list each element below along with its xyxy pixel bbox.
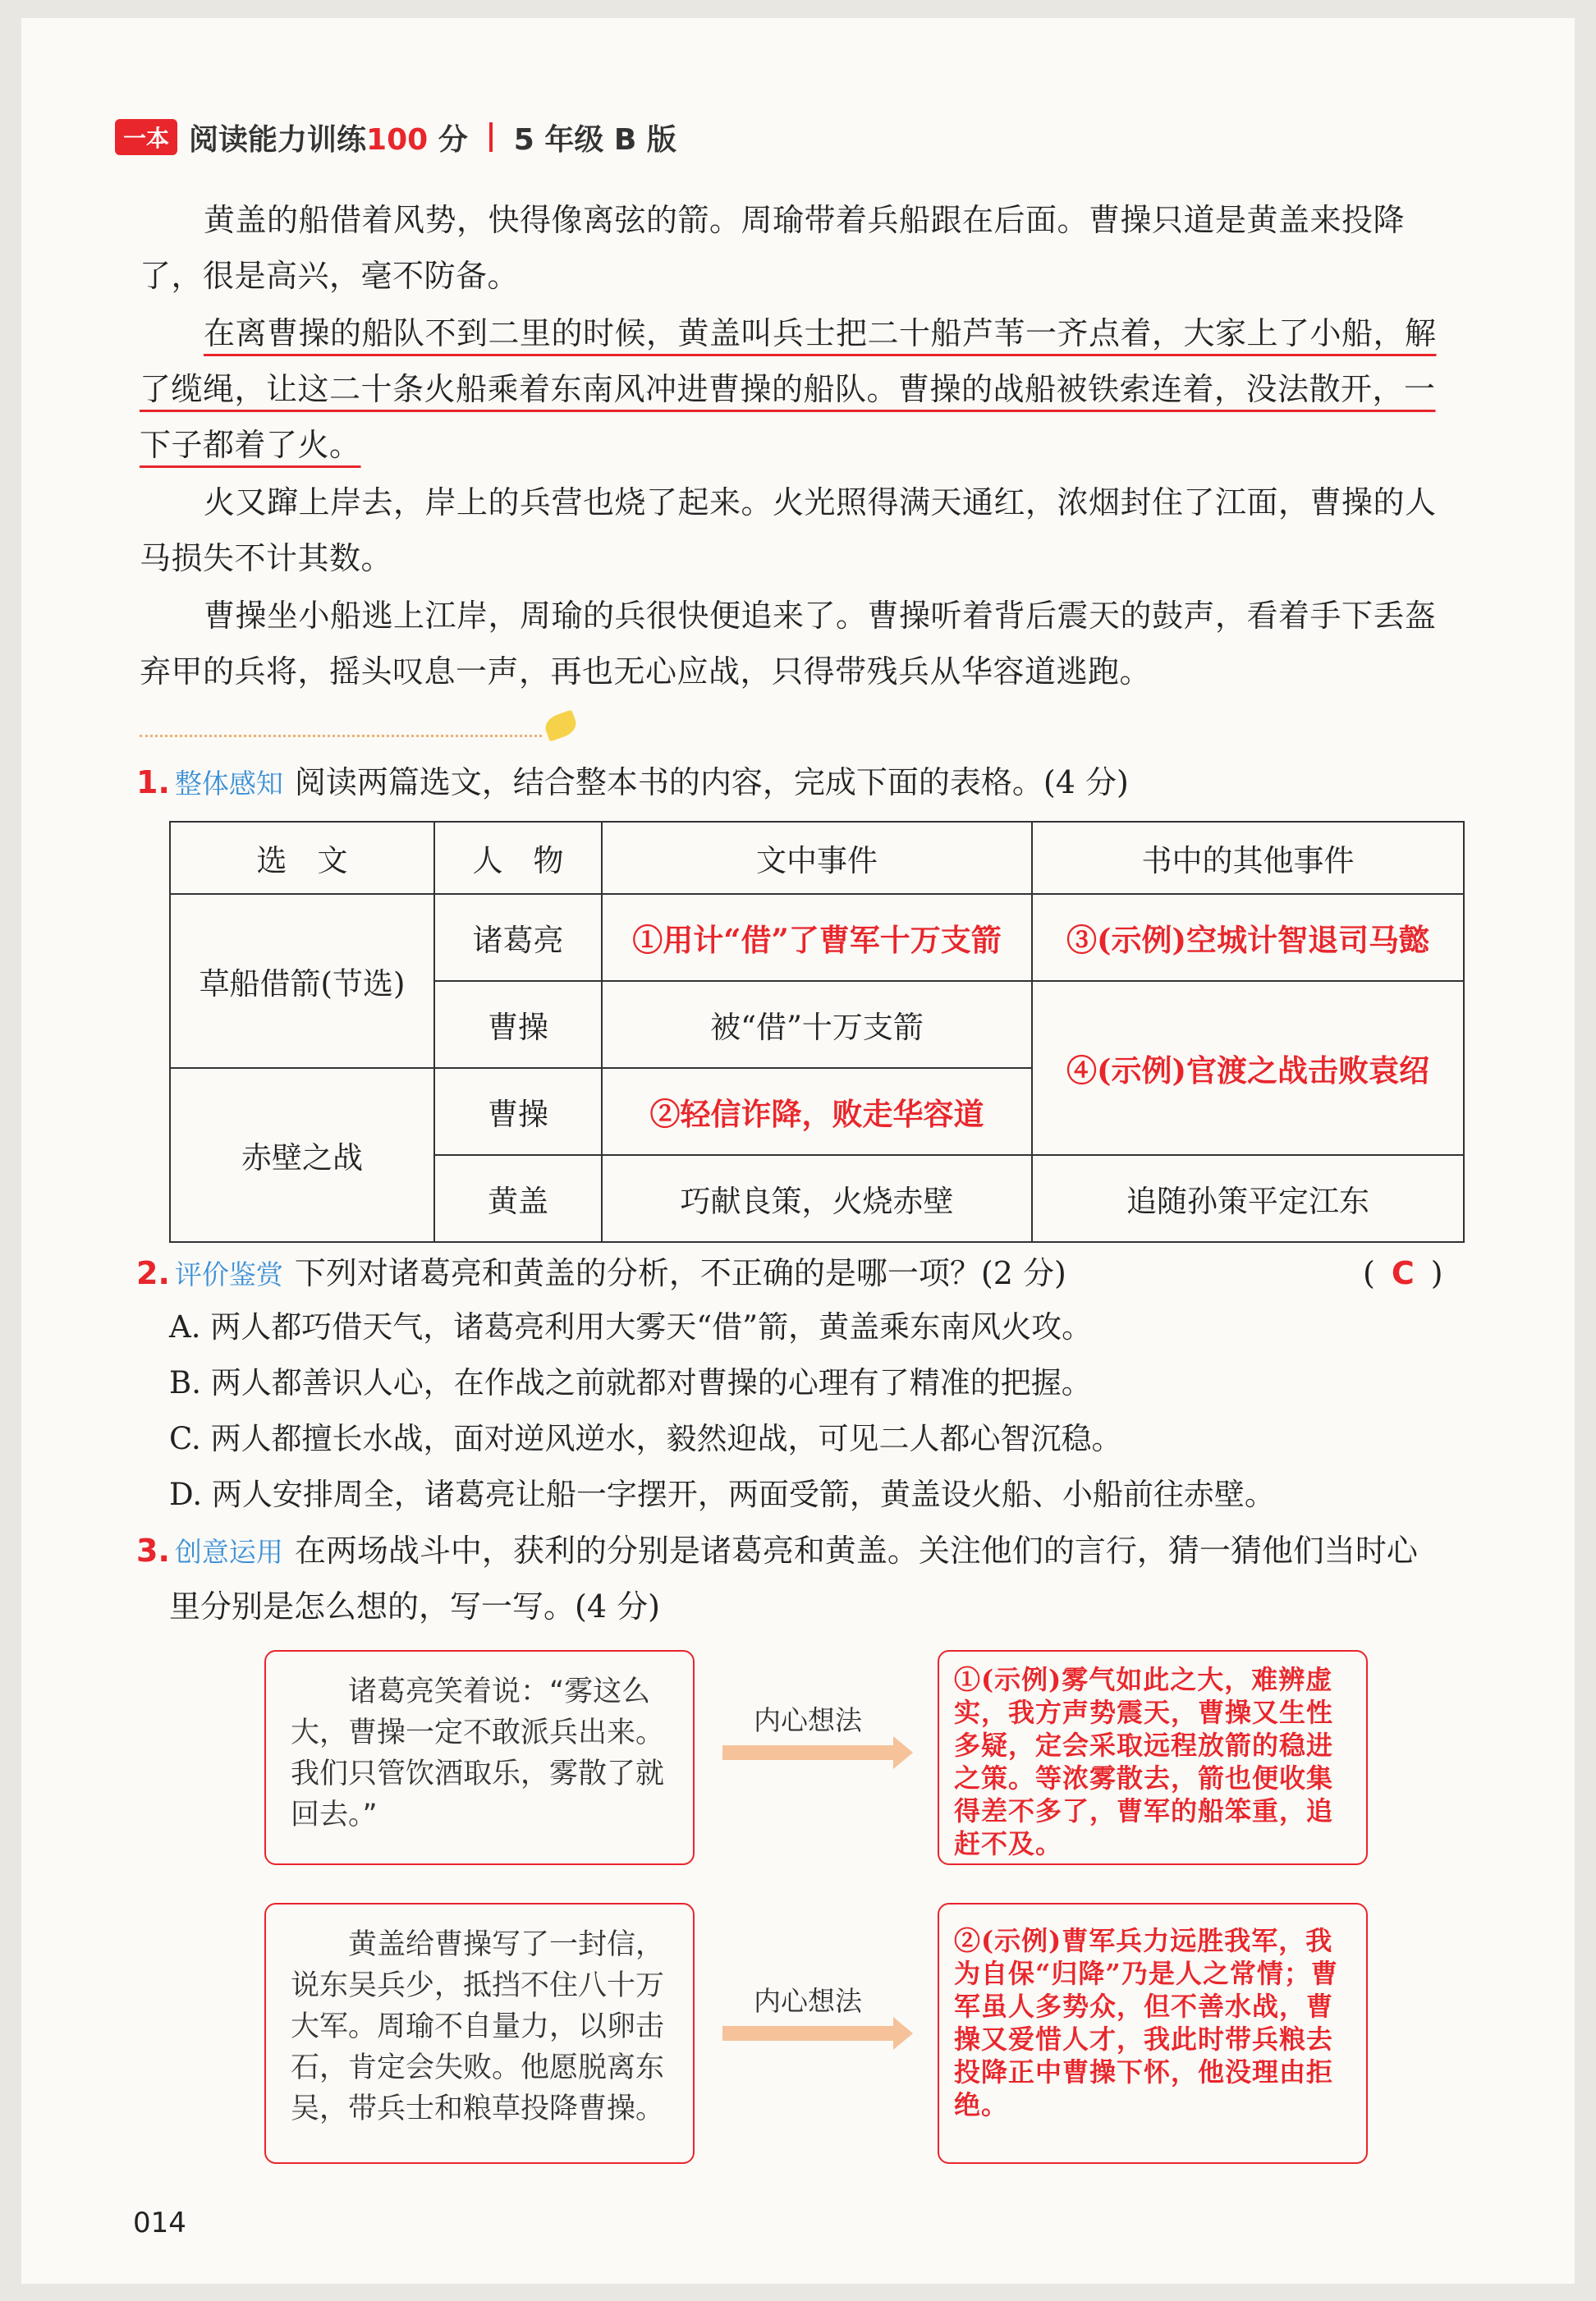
question-number: 3. <box>136 1533 170 1569</box>
events-table <box>169 821 1465 1243</box>
quote-text: 黄盖给曹操写了一封信，说东吴兵少，抵挡不住八十万大军。周瑜不自量力，以卵击石，肯定会失败。他愿脱离东吴，带兵士和粮草投降曹操。 <box>291 1928 665 2125</box>
question-tag: 创意运用 <box>174 1536 283 1568</box>
answer-cell: ④(示例)官渡之战击败袁绍 <box>1032 981 1464 1155</box>
option-a: A. 两人都巧借天气，诸葛亮利用大雾天“借”箭，黄盖乘东南风火攻。 <box>169 1309 1093 1345</box>
table-row <box>170 894 1464 981</box>
table-cell: 巧献良策，火烧赤壁 <box>602 1155 1032 1242</box>
page-header <box>115 113 676 161</box>
answer-cell: ③(示例)空城计智退司马懿 <box>1032 894 1464 981</box>
question-tag: 评价鉴赏 <box>174 1258 283 1290</box>
page-number: 014 <box>133 2207 186 2239</box>
answer-cell: ②轻信诈降，败走华容道 <box>602 1068 1032 1155</box>
table-cell: 追随孙策平定江东 <box>1032 1155 1464 1242</box>
option-b: B. 两人都善识人心，在作战之前就都对曹操的心理有了精准的把握。 <box>169 1365 1092 1400</box>
arrow-right-icon <box>722 1745 895 1760</box>
table-header: 选 文 <box>170 822 434 894</box>
option-d: D. 两人安排周全，诸葛亮让船一字摆开，两面受箭，黄盖设火船、小船前往赤壁。 <box>169 1477 1275 1512</box>
brand-logo: 一本 <box>115 119 177 155</box>
question-1 <box>136 755 1466 811</box>
quote-box-huanggai <box>264 1903 695 2164</box>
inner-thought-label: 内心想法 <box>754 1704 862 1736</box>
answer-bracket: ( C ) <box>1363 1255 1443 1291</box>
question-number: 1. <box>136 764 170 800</box>
question-text: 阅读两篇选文，结合整本书的内容，完成下面的表格。(4 分) <box>294 764 1129 800</box>
table-header-row <box>170 822 1464 894</box>
answer-cell: ①用计“借”了曹军十万支箭 <box>602 894 1032 981</box>
passage-paragraph-4: 曹操坐小船逃上江岸，周瑜的兵很快便追来了。曹操听着背后震天的鼓声，看着手下丢盔弃甲的兵将，摇头叹息一声，再也无心应战，只得带残兵从华容道逃跑。 <box>140 598 1437 690</box>
table-cell: 诸葛亮 <box>434 894 602 981</box>
question-text: 在两场战斗中，获利的分别是诸葛亮和黄盖。关注他们的言行，猜一猜他们当时心 <box>294 1533 1418 1569</box>
table-cell: 被“借”十万支箭 <box>602 981 1032 1068</box>
inner-thought-label: 内心想法 <box>754 1985 862 2017</box>
grade-label: 5 年级 B 版 <box>513 122 676 157</box>
question-2 <box>136 1246 1466 1302</box>
quote-box-zhuge <box>264 1650 695 1865</box>
book-title: 阅读能力训练100 分 <box>189 122 468 157</box>
table-cell: 曹操 <box>434 1068 602 1155</box>
question-text: 下列对诸葛亮和黄盖的分析，不正确的是哪一项？(2 分) <box>294 1255 1066 1291</box>
table-header: 人 物 <box>434 822 602 894</box>
table-header: 书中的其他事件 <box>1032 822 1464 894</box>
arrow-right-icon <box>722 2026 895 2041</box>
answer-box-2: ②(示例)曹军兵力远胜我军，我为自保“归降”乃是人之常情；曹军虽人多势众，但不善水战，曹操又爱惜人才，我此时带兵粮去投降正中曹操下怀，他没理由拒绝。 <box>938 1903 1368 2164</box>
passage-paragraph-1: 黄盖的船借着风势，快得像离弦的箭。周瑜带着兵船跟在后面。曹操只道是黄盖来投降了，很是高兴，毫不防备。 <box>140 202 1406 294</box>
question-tag: 整体感知 <box>174 768 283 800</box>
passage-paragraph-3: 火又蹿上岸去，岸上的兵营也烧了起来。火光照得满天通红，浓烟封住了江面，曹操的人马损失不计其数。 <box>140 484 1437 576</box>
table-header: 文中事件 <box>602 822 1032 894</box>
table-cell: 赤壁之战 <box>170 1068 434 1242</box>
question-text-cont: 里分别是怎么想的，写一写。(4 分) <box>169 1588 660 1625</box>
option-c: C. 两人都擅长水战，面对逆风逆水，毅然迎战，可见二人都心智沉稳。 <box>169 1421 1122 1456</box>
dotted-divider <box>140 735 542 737</box>
question-number: 2. <box>136 1255 170 1291</box>
answer-letter: C <box>1391 1255 1415 1291</box>
question-3 <box>136 1524 1466 1634</box>
table-cell: 草船借箭(节选) <box>170 894 434 1068</box>
quote-text: 诸葛亮笑着说：“雾这么大，曹操一定不敢派兵出来。我们只管饮酒取乐，雾散了就回去。” <box>291 1675 665 1831</box>
header-divider <box>489 122 493 152</box>
underlined-text: 在离曹操的船队不到二里的时候，黄盖叫兵士把二十船芦苇一齐点着，大家上了小船，解了缆绳，让这二十条火船乘着东南风冲进曹操的船队。曹操的战船被铁索连着，没法散开，一下子都着了火。 <box>140 315 1437 463</box>
table-cell: 黄盖 <box>434 1155 602 1242</box>
answer-box-1: ①(示例)雾气如此之大，难辨虚实，我方声势震天，曹操又生性多疑，定会采取远程放箭的稳进之策。等浓雾散去，箭也便收集得差不多了，曹军的船笨重，追赶不及。 <box>938 1650 1368 1865</box>
passage-paragraph-2 <box>140 305 1461 473</box>
table-cell: 曹操 <box>434 981 602 1068</box>
